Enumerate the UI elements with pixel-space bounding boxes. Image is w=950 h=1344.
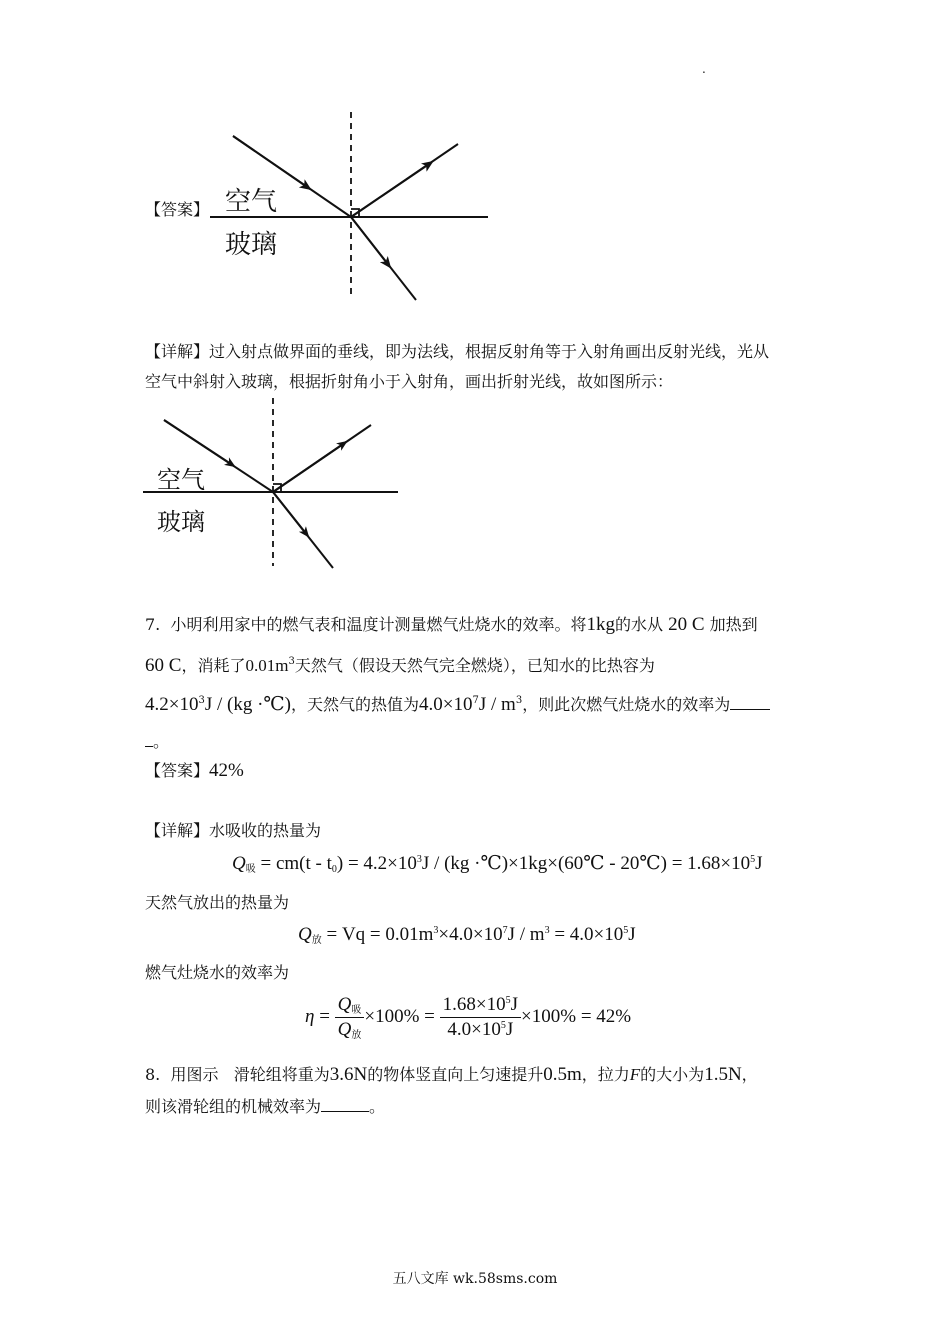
answer-blank-q8 bbox=[321, 1097, 369, 1112]
equation-heat-absorbed: $Q_吸 = cm(t - t_0) = 4.2\times 10^3J / (kg$ ·℃)×1kg×(60℃ - 20℃) = $1.68\times 10^5J$ bbox=[232, 853, 763, 875]
air-label: 空气 bbox=[225, 187, 278, 217]
glass-label: 玻璃 bbox=[225, 230, 278, 260]
fraction-values: $\frac{1.68\times 10^5J}{4.0\times 10^5J}$ bbox=[440, 994, 521, 1041]
equation-heat-released: $Q_放 = Vq = 0.01m^3\times 4.0\times 10^7J / m^3 = 4.0\times 10^5J$ bbox=[298, 924, 636, 946]
fraction-q-ratio: $\frac{Q_吸}{Q_放}$ bbox=[335, 994, 365, 1041]
header-dot: . bbox=[702, 62, 706, 76]
q7-detail: 【详解】水吸收的热量为 bbox=[145, 821, 322, 840]
q7-line4: 。 bbox=[145, 731, 169, 753]
q7-text2: 天然气放出的热量为 bbox=[145, 893, 290, 912]
detail-paragraph-q6: 【详解】过入射点做界面的垂线，即为法线，根据反射角等于入射角画出反射光线，光从 bbox=[145, 342, 770, 361]
glass-label-2: 玻璃 bbox=[157, 508, 205, 536]
air-label-2: 空气 bbox=[157, 466, 205, 494]
q8-line1: 8. 用图示 滑轮组将重为3.6N的物体竖直向上匀速提升0.5m，拉力F的大小为1.5N， bbox=[145, 1064, 758, 1085]
answer-blank bbox=[730, 695, 770, 710]
q8-line2: 则该滑轮组的机械效率为 。 bbox=[145, 1097, 386, 1116]
detail-label: 【详解】 bbox=[145, 342, 210, 361]
q7-answer: 【答案】42% bbox=[145, 760, 244, 781]
detail-line2-q6: 空气中斜射入玻璃，根据折射角小于入射角，画出折射光线，故如图所示： bbox=[145, 372, 674, 391]
q7-line2: 60 C，消耗了$0.01m^3$天然气（假设天然气完全燃烧），已知水的比热容为 bbox=[145, 655, 655, 676]
answer-label: 【答案】 bbox=[145, 200, 210, 219]
equation-efficiency: η = $\frac{Q_吸}{Q_放}$ ×100% = $\frac{1.68\times 10^5J}{4.0\times 10^5J}$ ×100% = 42% bbox=[305, 994, 632, 1041]
q7-line1: 7. 小明利用家中的燃气表和温度计测量燃气灶烧水的效率。将1kg的水从 20 C 加热到 bbox=[145, 614, 758, 635]
footer-watermark: 五八文库 wk.58sms.com bbox=[392, 1271, 558, 1287]
q7-text3: 燃气灶烧水的效率为 bbox=[145, 963, 290, 982]
q7-line3: $4.2\times 10^3J / (kg$ ·℃)，天然气的热值为$4.0\times 10^7J / m^3$，则此次燃气灶烧水的效率为 bbox=[145, 690, 770, 716]
